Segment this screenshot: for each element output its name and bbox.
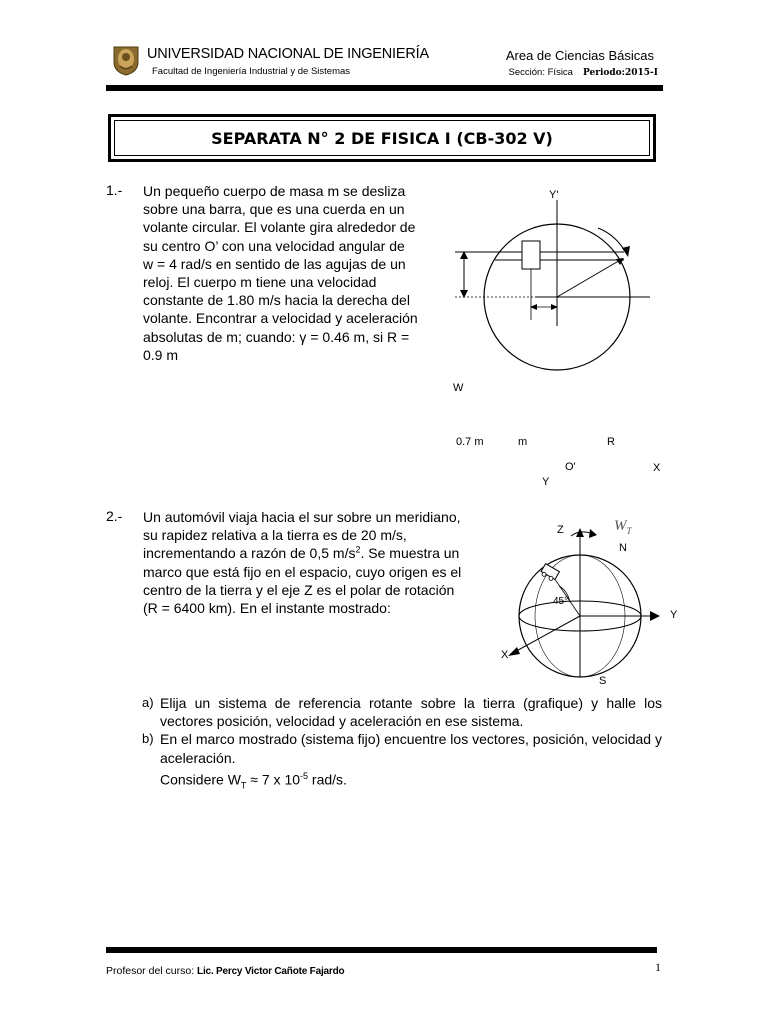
- subitem-text: En el marco mostrado (sistema fijo) encuentre los vectores, posición, velocidad y aceleración.: [160, 731, 662, 766]
- problem-2-line: su rapidez relativa a la tierra es de 20 m/s,: [143, 527, 407, 544]
- problem-2-line: Un automóvil viaja hacia el sur sobre un meridiano,: [143, 509, 461, 525]
- label-y-axis: Y: [670, 609, 678, 621]
- problem-2-accel-text: incrementando a razón de 0,5 m/s: [143, 545, 356, 562]
- consider-note: [142, 767, 662, 795]
- omega-subscript: T: [626, 526, 632, 536]
- label-x: X: [653, 462, 661, 474]
- professor-name: Lic. Percy Victor Cañote Fajardo: [197, 966, 345, 977]
- label-n: N: [619, 542, 627, 554]
- consider-subscript: T: [240, 780, 247, 791]
- consider-unit: rad/s.: [308, 771, 347, 788]
- problem-1-line: reloj. El cuerpo m tiene una velocidad: [143, 274, 377, 291]
- label-w: W: [453, 382, 464, 394]
- problem-1-line: sobre una barra, que es una cuerda en un: [143, 201, 405, 218]
- subitem-b: [142, 730, 662, 766]
- problem-2-number: 2.-: [106, 508, 123, 524]
- section-label: Sección: Física: [508, 67, 573, 78]
- consider-exponent: -5: [300, 770, 309, 781]
- label-angle: 45°: [553, 596, 569, 607]
- x-arrowhead: [508, 647, 520, 656]
- footer-professor: [106, 965, 344, 977]
- problem-1-line: su centro O’ con una velocidad angular de: [143, 237, 405, 254]
- problem-2-line: marco que está fijo en el espacio, cuyo origen es el: [143, 563, 462, 580]
- label-o-prime: O': [565, 461, 576, 473]
- page-number: 1: [655, 960, 661, 974]
- subitem-label: b): [142, 731, 154, 747]
- problem-2-subitems: [142, 694, 662, 794]
- label-z: Z: [557, 524, 564, 536]
- consider-text: Considere W: [160, 771, 241, 788]
- period-label: Periodo:2015-I: [582, 68, 658, 78]
- problem-1-line: Un pequeño cuerpo de masa m se desliza: [143, 183, 406, 199]
- subitem-text: Elija un sistema de referencia rotante sobre la tierra (grafique) y halle los vectores posición, velocidad y aceleración en ese sistema.: [160, 695, 662, 730]
- x-axis-line: [511, 616, 580, 654]
- area-name: Area de Ciencias Básicas: [505, 48, 654, 63]
- problem-1-line: volante. Encontrar a velocidad y aceleración: [143, 310, 418, 327]
- label-x-axis: X: [501, 649, 509, 661]
- problem-2-line: centro de la tierra y el eje Z es el polar de rotación: [143, 581, 455, 598]
- problem-1-text: [143, 182, 443, 364]
- y-arrowhead: [650, 611, 660, 621]
- flywheel-diagram: [440, 180, 670, 380]
- subitem-a: [142, 694, 662, 730]
- page-title: SEPARATA N° 2 DE FISICA I (CB-302 V): [211, 129, 553, 148]
- problem-1-number: 1.-: [106, 182, 123, 198]
- car-icon: [540, 564, 560, 582]
- label-m: m: [518, 436, 528, 448]
- professor-label: Profesor del curso:: [106, 965, 198, 977]
- earth-sphere-diagram: [495, 510, 690, 690]
- problem-2-text: [143, 508, 489, 617]
- problem-2-line: (R = 6400 km). En el instante mostrado:: [143, 600, 391, 617]
- problem-1-line: w = 4 rad/s en sentido de las agujas de un: [143, 255, 406, 272]
- problem-2-line: [143, 544, 489, 562]
- radius-line: [557, 259, 622, 297]
- label-r: R: [607, 436, 615, 448]
- faculty-name: Facultad de Ingeniería Industrial y de Sistemas: [152, 66, 351, 77]
- label-s: S: [599, 675, 607, 687]
- section-period: [509, 67, 658, 78]
- header-rule: [106, 85, 663, 91]
- label-y: Y: [542, 476, 550, 488]
- problem-1-line: 0.9 m: [143, 346, 179, 363]
- footer-rule: [106, 947, 657, 953]
- problem-1-line: constante de 1.80 m/s hacia la derecha del: [143, 292, 410, 309]
- problem-2-accel-exponent: 2: [355, 544, 361, 555]
- subitem-label: a): [142, 695, 154, 710]
- label-distance: 0.7 m: [456, 436, 484, 448]
- problem-1-line: absolutas de m; cuando: γ = 0.46 m, si R =: [143, 328, 410, 345]
- label-y-prime: Y': [549, 189, 559, 201]
- label-omega-t: [614, 518, 632, 536]
- problem-2-accel-text-end: . Se muestra un: [360, 545, 460, 562]
- university-name: UNIVERSIDAD NACIONAL DE INGENIERÍA: [147, 46, 429, 62]
- gamma-arrow-down: [460, 290, 468, 298]
- omega-symbol: W: [614, 518, 627, 534]
- earth-rotation-arrowhead: [589, 529, 597, 538]
- problem-1-line: volante circular. El volante gira alrededor de: [143, 219, 416, 236]
- university-seal-logo: [112, 44, 140, 76]
- mass-block: [522, 241, 540, 269]
- consider-value: ≈ 7 x 10: [246, 771, 301, 788]
- title-box: [108, 114, 656, 162]
